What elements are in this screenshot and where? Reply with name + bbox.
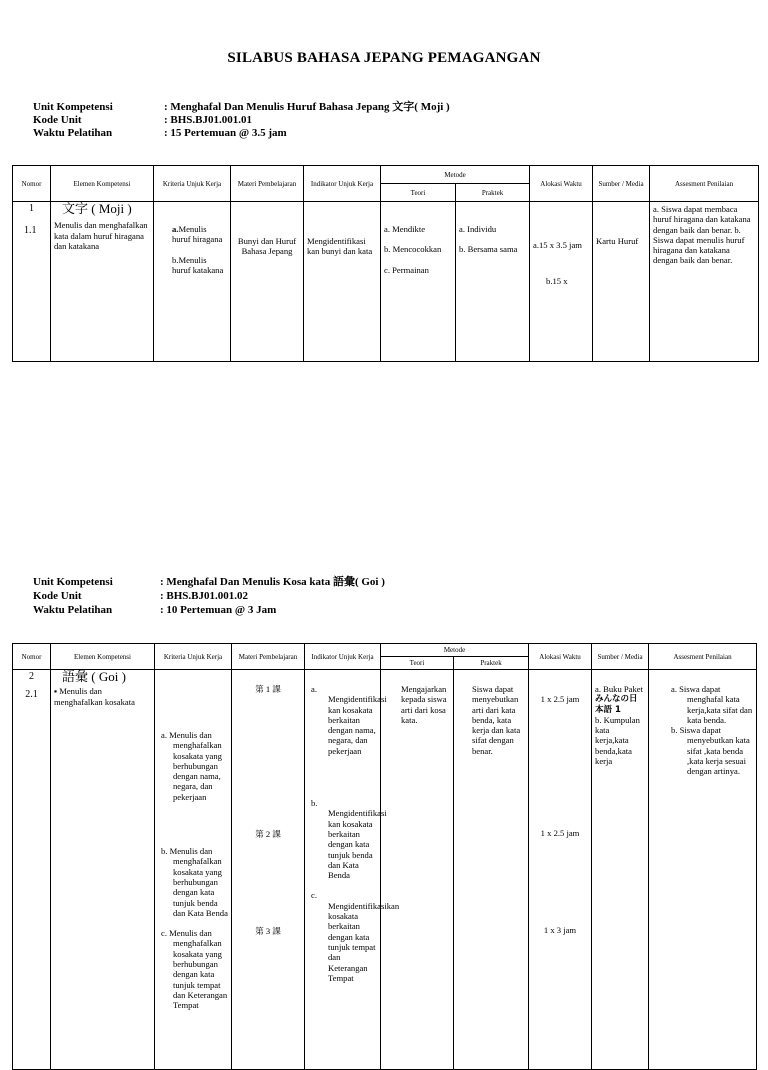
sumber-cell xyxy=(592,670,649,1070)
alokasi-item: 1 x 3 jam xyxy=(543,924,577,935)
header-sumber: Sumber / Media xyxy=(592,644,649,670)
indikator-cell xyxy=(305,670,400,1070)
alokasi-cell xyxy=(529,670,592,1070)
subsection-number: 1.1 xyxy=(24,225,37,237)
unit2-label-code: Kode Unit xyxy=(33,590,82,602)
header-elemen: Elemen Kompetensi xyxy=(51,166,154,202)
materi-cell xyxy=(232,670,305,1070)
header-materi: Materi Pembelajaran xyxy=(231,166,304,202)
teori-item: a. Mendikte xyxy=(384,224,426,234)
section-number: 2 xyxy=(29,671,34,682)
elemen-text: ▪ Menulis dan menghafalkan kosakata xyxy=(54,686,135,707)
alokasi-item: 1 x 2.5 jam xyxy=(540,828,580,839)
materi-cell xyxy=(231,202,304,362)
materi-item: 第 2 課 xyxy=(255,829,281,840)
sumber-book: みんなの日本語 1 xyxy=(595,694,638,715)
praktek-text: Siswa dapat menyebutkan arti dari kata benda, kata kerja dan kata sifat dengan benar. xyxy=(472,684,521,756)
unit1-meta xyxy=(33,101,753,143)
header-asesmen: Assesment Penilaian xyxy=(649,644,757,670)
unit1-label-time: Waktu Pelatihan xyxy=(33,127,113,139)
table-row xyxy=(13,670,757,1070)
asesmen-text: a. Siswa dapat membaca huruf hiragana dan katakana dengan baik dan benar. b. Siswa dapat menulis huruf hiragana dan katakana dengan baik dan benar. xyxy=(653,204,751,266)
kriteria-b: b.Menulis huruf katakana xyxy=(172,254,224,275)
section-heading: 語彙 ( Goi ) xyxy=(62,669,126,684)
elemen-text: Menulis dan menghafalkan kata dalam huruf hiragana dan katakana xyxy=(54,220,148,251)
header-alokasi: Alokasi Waktu xyxy=(530,166,593,202)
header-metode: Metode xyxy=(381,166,530,184)
sumber-cell xyxy=(593,202,650,362)
praktek-cell xyxy=(456,202,530,362)
unit2-value-code: : BHS.BJ01.001.02 xyxy=(160,590,249,602)
asesmen-b: b. Siswa dapat menyebutkan kata sifat ,kata benda ,kata kerja sesuai dengan artinya. xyxy=(671,725,750,777)
unit1-label-code: Kode Unit xyxy=(33,114,82,126)
praktek-item: a. Individu xyxy=(459,224,497,234)
materi-text: Bunyi dan Huruf Bahasa Jepang xyxy=(237,236,297,257)
page-title: SILABUS BAHASA JEPANG PEMAGANGAN xyxy=(227,50,541,66)
kriteria-a xyxy=(172,224,227,245)
praktek-item: b. Bersama sama xyxy=(459,244,518,255)
section-heading: 文字 ( Moji ) xyxy=(62,201,132,216)
sumber-a: a. Buku Paket xyxy=(595,684,643,694)
indikator-a: a. Mengidentifikasi kan kosakata berkaitan dengan nama, negara, dan pekerjaan xyxy=(311,684,387,756)
kriteria-cell xyxy=(154,202,231,362)
header-nomor: Nomor xyxy=(13,166,51,202)
asesmen-cell xyxy=(650,202,759,362)
syllabus-table-1 xyxy=(12,165,759,362)
header-nomor: Nomor xyxy=(13,644,51,670)
header-indikator: Indikator Unjuk Kerja xyxy=(304,166,381,202)
kriteria-cell xyxy=(155,670,232,1070)
unit2-label-time: Waktu Pelatihan xyxy=(33,604,113,616)
indikator-c: c. Mengidentifikasikan kosakata berkaitan dengan kata tunjuk tempat dan Keterangan Tempat xyxy=(311,890,400,983)
header-kriteria: Kriteria Unjuk Kerja xyxy=(154,166,231,202)
alokasi-b: b.15 x xyxy=(546,276,568,287)
elemen-cell xyxy=(51,202,154,362)
alokasi-item: 1 x 2.5 jam xyxy=(540,694,580,704)
header-kriteria: Kriteria Unjuk Kerja xyxy=(155,644,232,670)
header-materi: Materi Pembelajaran xyxy=(232,644,305,670)
kriteria-a-mark: a. xyxy=(172,224,179,234)
kriteria-a-text: Menulis huruf hiragana xyxy=(172,224,223,245)
unit2-value-time: : 10 Pertemuan @ 3 Jam xyxy=(160,604,277,616)
header-alokasi: Alokasi Waktu xyxy=(529,644,592,670)
header-teori: Teori xyxy=(381,184,456,202)
sumber-text: Kartu Huruf xyxy=(596,236,639,246)
unit1-value-code: : BHS.BJ01.001.01 xyxy=(164,114,253,126)
table-row xyxy=(13,202,759,362)
unit2-meta xyxy=(33,576,753,618)
asesmen-cell xyxy=(649,670,757,1070)
asesmen-a: a. Siswa dapat menghafal kata kerja,kata sifat dan kata benda. xyxy=(671,684,753,725)
teori-text: Mengajarkan kepada siswa arti dari kosa kata. xyxy=(401,684,447,725)
subsection-number: 2.1 xyxy=(25,689,38,701)
sumber-b: b. Kumpulan kata kerja,kata benda,kata kerja xyxy=(595,714,640,767)
kriteria-c: c. Menulis dan menghafalkan kosakata yang berhubungan dengan kata tunjuk tempat dan Keterangan Tempat xyxy=(161,928,228,1011)
unit2-label-competency: Unit Kompetensi xyxy=(33,576,113,588)
header-asesmen: Assesment Penilaian xyxy=(650,166,759,202)
syllabus-table-2 xyxy=(12,643,757,1070)
header-metode: Metode xyxy=(381,644,529,657)
teori-item: c. Permainan xyxy=(384,264,429,275)
materi-item: 第 1 課 xyxy=(255,684,281,694)
kriteria-b: b. Menulis dan menghafalkan kosakata yang berhubungan dengan kata tunjuk benda dan Kata Benda xyxy=(161,846,228,918)
header-praktek: Praktek xyxy=(454,657,529,670)
indikator-text: Mengidentifikasi kan bunyi dan kata xyxy=(307,236,373,257)
section-number: 1 xyxy=(29,203,34,214)
header-indikator: Indikator Unjuk Kerja xyxy=(305,644,381,670)
row-number-cell xyxy=(13,202,51,362)
elemen-cell xyxy=(51,670,155,1070)
teori-cell xyxy=(381,670,454,1070)
materi-item: 第 3 課 xyxy=(255,925,281,936)
alokasi-a: a.15 x 3.5 jam xyxy=(533,240,582,250)
row-number-cell xyxy=(13,670,51,1070)
header-sumber: Sumber / Media xyxy=(593,166,650,202)
header-praktek: Praktek xyxy=(456,184,530,202)
unit1-value-competency: : Menghafal Dan Menulis Huruf Bahasa Jepang 文字( Moji ) xyxy=(164,101,450,113)
teori-cell xyxy=(381,202,456,362)
indikator-cell xyxy=(304,202,381,362)
praktek-cell xyxy=(454,670,529,1070)
kriteria-a: a. Menulis dan menghafalkan kosakata yang berhubungan dengan nama, negara, dan pekerjaan xyxy=(161,730,222,802)
indikator-b: b. Mengidentifikasi kan kosakata berkaitan dengan kata tunjuk benda dan Kata Benda xyxy=(311,798,387,881)
unit1-value-time: : 15 Pertemuan @ 3.5 jam xyxy=(164,127,287,139)
teori-item: b. Mencocokkan xyxy=(384,244,442,255)
unit1-label-competency: Unit Kompetensi xyxy=(33,101,113,113)
header-elemen: Elemen Kompetensi xyxy=(51,644,155,670)
alokasi-cell xyxy=(530,202,593,362)
unit2-value-competency: : Menghafal Dan Menulis Kosa kata 語彙( Goi ) xyxy=(160,576,385,588)
header-teori: Teori xyxy=(381,657,454,670)
